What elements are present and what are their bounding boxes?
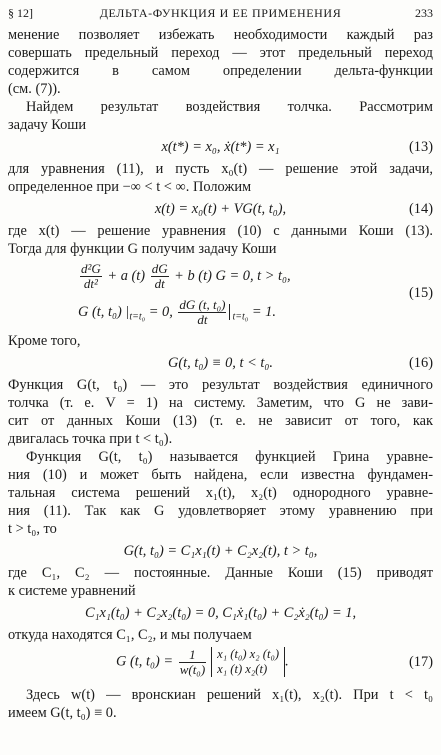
equation-system (8, 600, 433, 626)
text-line: откуда находятся C₁, C₂, и мы получаем (8, 627, 252, 643)
running-header (8, 6, 433, 24)
equation-part: . (285, 653, 289, 670)
fraction-numerator: dG (151, 261, 168, 276)
text-line: тальная система решений x₁(t), x₂(t) однородного уравне- (8, 485, 433, 501)
fraction (178, 298, 226, 327)
text-line: ния (10) и может быть найдена, если известна фундамен- (8, 467, 433, 483)
page-body (8, 26, 433, 722)
text-line: t > t₀, то (8, 521, 57, 537)
equation-17 (8, 644, 433, 686)
equation-number: (13) (409, 139, 433, 155)
text-line: (см. (7)). (8, 81, 61, 97)
equation-13 (8, 134, 433, 160)
text-line: совершать предельный переход — этот предельный переход (8, 45, 433, 61)
text-line: Тогда для функции G получим задачу Коши (8, 241, 277, 257)
equation-row (78, 298, 276, 327)
equation-row (78, 262, 291, 291)
paragraph-6 (8, 376, 433, 448)
paragraph-8 (8, 564, 433, 600)
equation-number: (16) (409, 355, 433, 371)
text-line: Кроме того, (8, 333, 81, 349)
text-line: сит от данных Коши (13) (т. е. не зависит от того, как (8, 413, 433, 429)
equation-part: = 1. (248, 303, 276, 320)
paragraph-10 (8, 686, 433, 722)
fraction-denominator: dt² (83, 276, 98, 291)
equation-formula: G(t, t₀) = C₁x₁(t) + C₂x₂(t), t > t₀, (123, 543, 318, 559)
text-line: Найдем результат воздействия толчка. Рассмотрим (26, 99, 433, 115)
equation-part: = 0, (145, 303, 177, 320)
equation-part: + a (t) (103, 267, 149, 284)
paragraph-3 (8, 160, 433, 196)
text-line: Функция G(t, t₀) — это результат воздействия единичного (8, 377, 433, 393)
equation-number: (17) (409, 654, 433, 670)
determinant-row: x₁ (t₀) x₂ (t₀) (217, 647, 280, 661)
paragraph-5 (8, 332, 433, 350)
text-line: где x(t) — решение уравнения (10) с данными Коши (13). (8, 223, 433, 239)
subscript: t=t₀ (232, 311, 249, 323)
text-line: толчка (т. е. V = 1) на систему. Заметим, что G не зави- (8, 395, 433, 411)
text-line: для уравнения (11), и пусть x₀(t) — решение этой задачи, (8, 161, 433, 177)
determinant (211, 647, 285, 677)
equation-part: G (t, t₀) = (116, 653, 177, 670)
equation-part: + b (t) G = 0, t > t₀, (170, 267, 291, 284)
equation-green-general (8, 538, 433, 564)
text-line: Функция G(t, t₀) называется функцией Грина уравне- (26, 449, 433, 465)
equation-number: (14) (409, 201, 433, 217)
fraction-numerator: d²G (81, 261, 101, 276)
equation-number: (15) (409, 285, 433, 301)
text-line: имеем G(t, t₀) ≡ 0. (8, 705, 117, 721)
equation-part: G (t, t₀) | (78, 303, 130, 320)
section-number: § 12] (8, 6, 33, 20)
equation-formula: C₁x₁(t₀) + C₂x₂(t₀) = 0, C₁ẋ₁(t₀) + C₂ẋ₂(t₀) = 1, (84, 605, 357, 621)
paragraph-7 (8, 448, 433, 538)
fraction-numerator: 1 (179, 648, 206, 663)
equation-16 (8, 350, 433, 376)
text-line: содержится в самом определении дельта-функции (8, 63, 433, 79)
paragraph-1 (8, 26, 433, 98)
text-line: где C₁, C₂ — постоянные. Данные Коши (15) приводят (8, 565, 433, 581)
fraction-numerator: dG (t, t₀) (179, 297, 226, 312)
fraction-denominator: dt (154, 276, 165, 291)
text-line: двигалась точка при t < t₀). (8, 431, 173, 447)
text-line: Здесь w(t) — вронскиан решений x₁(t), x₂(t). При t < t₀ (26, 687, 433, 703)
fraction (151, 262, 169, 291)
text-line: задачу Коши (8, 117, 87, 133)
text-line: определенное при −∞ < t < ∞. Положим (8, 179, 252, 195)
text-line: к системе уравнений (8, 583, 136, 599)
page-number: 233 (415, 6, 433, 20)
text-line: менение позволяет избежать необходимости каждый раз (8, 27, 433, 43)
equation-formula: x(t*) = x₀, ẋ(t*) = x₁ (161, 139, 280, 155)
determinant-row: x₁ (t) x₂(t) (217, 662, 268, 676)
paragraph-4 (8, 222, 433, 258)
chapter-title: ДЕЛЬТА-ФУНКЦИЯ И ЕЕ ПРИМЕНЕНИЯ (99, 6, 342, 20)
paragraph-2 (8, 98, 433, 134)
paragraph-9 (8, 626, 433, 644)
fraction-denominator: dt (197, 312, 208, 327)
fraction-denominator: w(t₀) (179, 661, 206, 677)
equation-14 (8, 196, 433, 222)
text-line: ния (11). Так как G удовлетворяет этому уравнению при (8, 503, 433, 519)
fraction (80, 262, 102, 291)
equation-formula: G(t, t₀) ≡ 0, t < t₀. (168, 355, 273, 371)
equation-15 (8, 258, 433, 332)
equation-formula: x(t) = x₀(t) + VG(t, t₀), (154, 201, 287, 217)
subscript: t=t₀ (129, 311, 146, 323)
equation-row (116, 647, 289, 677)
fraction (179, 648, 206, 677)
